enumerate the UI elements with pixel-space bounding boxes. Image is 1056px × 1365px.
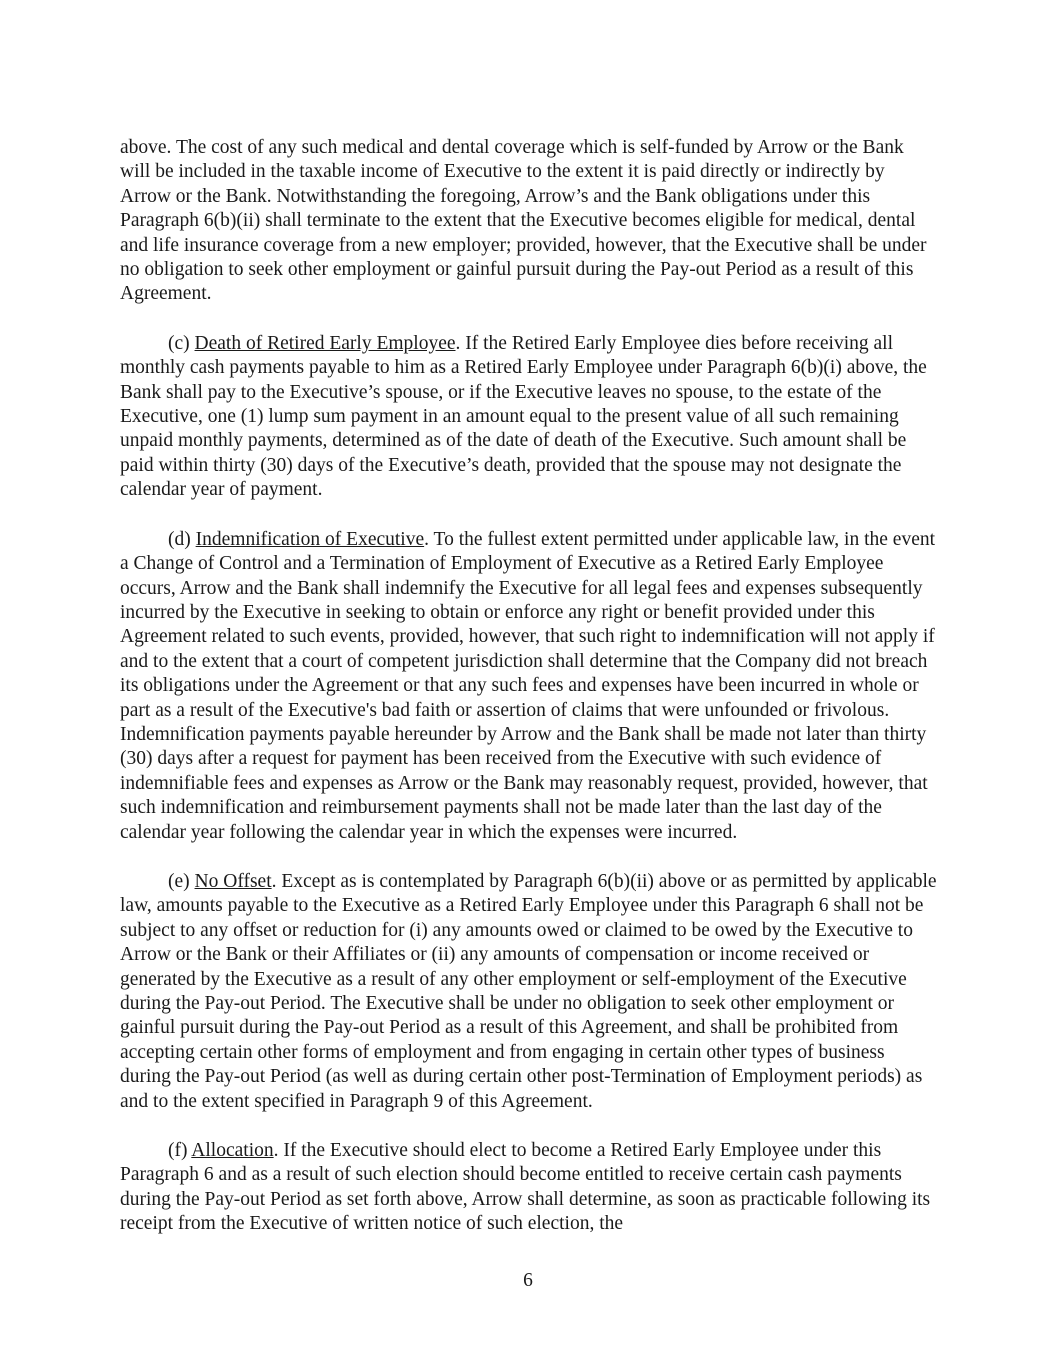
paragraph-text: To the fullest extent permitted under applicable law, in the event a Change of Control and a Termination of Employment of Executive as a Retired Early Employee occurs, Arrow and the Bank shall indemnify the Executive for all legal fees and expenses subsequently incurred by the Executive in seeking to obtain or enforce any right or benefit provided under this Agreement related to such events, provided, however, that such right to indemnification will not apply if and to the extent that a court of competent jurisdiction shall determine that the Company did not breach its obligations under the Agreement or that any such fees and expenses have been incurred in whole or part as a result of the Executive's bad faith or assertion of claims that were unfounded or frivolous. Indemnification payments payable hereunder by Arrow and the Bank shall be made not later than thirty (30) days after a request for payment has been received from the Executive with such evidence of indemnifiable fees and expenses as Arrow or the Bank may reasonably request, provided, however, that such indemnification and reimbursement payments shall not be made later than the last day of the calendar year following the calendar year in which the expenses were incurred. bbox=[120, 528, 936, 843]
section-heading: No Offset bbox=[194, 870, 272, 892]
section-heading: Indemnification of Executive bbox=[195, 528, 425, 550]
paragraph-label: (e) bbox=[168, 870, 190, 892]
paragraph-d-indemnification-of-executive: (d) Indemnification of Executive. To the fullest extent permitted under applicable law, in the event a Change of Control and a Termination of Employment of Executive as a Retired Early Employee occurs, Arrow and the Bank shall indemnify the Executive for all legal fees and expenses subsequently incurred by the Executive in seeking to obtain or enforce any right or benefit provided under this Agreement related to such events, provided, however, that such right to indemnification will not apply if and to the extent that a court of competent jurisdiction shall determine that the Company did not breach its obligations under the Agreement or that any such fees and expenses have been incurred in whole or part as a result of the Executive's bad faith or assertion of claims that were unfounded or frivolous. Indemnification payments payable hereunder by Arrow and the Bank shall be made not later than thirty (30) days after a request for payment has been received from the Executive with such evidence of indemnifiable fees and expenses as Arrow or the Bank may reasonably request, provided, however, that such indemnification and reimbursement payments shall not be made later than the last day of the calendar year following the calendar year in which the expenses were incurred. bbox=[120, 528, 936, 843]
paragraph-text: Except as is contemplated by Paragraph 6(b)(ii) above or as permitted by applicable law, amounts payable to the Executive as a Retired Early Employee under this Paragraph 6 shall not be subject to any offset or reduction for (i) any amounts owed or claimed to be owed by the Executive to Arrow or the Bank or their Affiliates or (ii) any amounts of compensation or income received or generated by the Executive as a result of any other employment or self-employment of the Executive during the Pay-out Period. The Executive shall be under no obligation to seek other employment or gainful pursuit during the Pay-out Period as a result of this Agreement, and shall be prohibited from accepting certain other forms of employment and from engaging in certain other types of business during the Pay-out Period (as well as during certain other post-Termination of Employment periods) as and to the extent specified in Paragraph 9 of this Agreement. bbox=[120, 870, 937, 1112]
paragraph-label: (c) bbox=[168, 332, 190, 354]
paragraph-f-allocation: (f) Allocation. If the Executive should elect to become a Retired Early Employee under this Paragraph 6 and as a result of such election should become entitled to receive certain cash payments during the Pay-out Period as set forth above, Arrow shall determine, as soon as practicable following its receipt from the Executive of written notice of such election, the bbox=[120, 1140, 931, 1235]
paragraph-e-no-offset: (e) No Offset. Except as is contemplated by Paragraph 6(b)(ii) above or as permitted by applicable law, amounts payable to the Executive as a Retired Early Employee under this Paragraph 6 shall not be subject to any offset or reduction for (i) any amounts owed or claimed to be owed by the Executive to Arrow or the Bank or their Affiliates or (ii) any amounts of compensation or income received or generated by the Executive as a result of any other employment or self-employment of the Executive during the Pay-out Period. The Executive shall be under no obligation to seek other employment or gainful pursuit during the Pay-out Period as a result of this Agreement, and shall be prohibited from accepting certain other forms of employment and from engaging in certain other types of business during the Pay-out Period (as well as during certain other post-Termination of Employment periods) as and to the extent specified in Paragraph 9 of this Agreement. bbox=[120, 870, 937, 1112]
paragraph-label: (d) bbox=[168, 528, 191, 550]
paragraph-text: If the Executive should elect to become a Retired Early Employee under this Paragraph 6 and as a result of such election should become entitled to receive certain cash payments during the Pay-out Period as set forth above, Arrow shall determine, as soon as practicable following its receipt from the Executive of written notice of such election, the bbox=[120, 1140, 931, 1235]
paragraph-c-death-of-retired-early-employee: (c) Death of Retired Early Employee. If the Retired Early Employee dies before receiving all monthly cash payments payable to him as a Retired Early Employee under Paragraph 6(b)(i) above, the Bank shall pay to the Executive’s spouse, or if the Executive leaves no spouse, to the estate of the Executive, one (1) lump sum payment in an amount equal to the present value of all such remaining unpaid monthly payments, determined as of the date of death of the Executive. Such amount shall be paid within thirty (30) days of the Executive’s death, provided that the spouse may not designate the calendar year of payment. bbox=[120, 332, 927, 501]
paragraph-text: above. The cost of any such medical and dental coverage which is self-funded by Arrow or the Bank will be included in the taxable income of Executive to the extent it is paid directly or indirectly by Arrow or the Bank. Notwithstanding the foregoing, Arrow’s and the Bank obligations under this Paragraph 6(b)(ii) shall terminate to the extent that the Executive becomes eligible for medical, dental and life insurance coverage from a new employer; provided, however, that the Executive shall be under no obligation to seek other employment or gainful pursuit during the Pay-out Period as a result of this Agreement. bbox=[120, 137, 927, 305]
section-heading: Allocation bbox=[191, 1140, 274, 1162]
document-page bbox=[120, 136, 938, 1262]
section-heading: Death of Retired Early Employee bbox=[194, 332, 456, 354]
paragraph-text: If the Retired Early Employee dies before receiving all monthly cash payments payable to him as a Retired Early Employee under Paragraph 6(b)(i) above, the Bank shall pay to the Executive’s spouse, or if the Executive leaves no spouse, to the estate of the Executive, one (1) lump sum payment in an amount equal to the present value of all such remaining unpaid monthly payments, determined as of the date of death of the Executive. Such amount shall be paid within thirty (30) days of the Executive’s death, provided that the spouse may not designate the calendar year of payment. bbox=[120, 332, 927, 501]
page-number: 6 bbox=[523, 1270, 533, 1291]
paragraph-continuation bbox=[120, 136, 938, 307]
paragraph-label: (f) bbox=[168, 1140, 188, 1162]
